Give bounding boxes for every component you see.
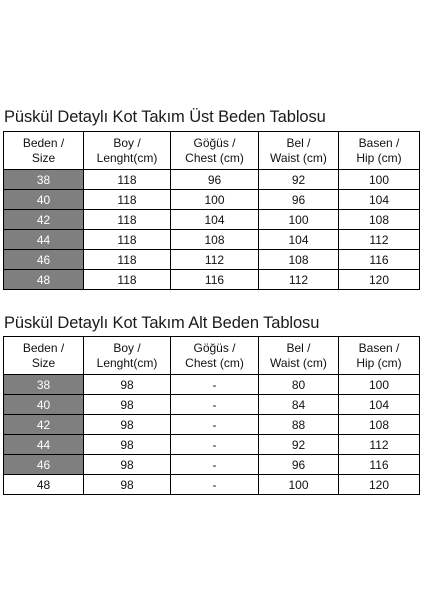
hip-cell: 116 (339, 455, 420, 475)
header-length: Boy / Lenght(cm) (84, 132, 171, 170)
chest-cell: - (171, 395, 259, 415)
hip-cell: 120 (339, 475, 420, 495)
header-waist: Bel / Waist (cm) (259, 337, 339, 375)
waist-cell: 104 (259, 230, 339, 250)
waist-cell: 100 (259, 210, 339, 230)
top-size-table (3, 131, 420, 290)
size-cell: 42 (4, 210, 84, 230)
header-hip: Basen / Hip (cm) (339, 337, 420, 375)
top-size-table-title: Püskül Detaylı Kot Takım Üst Beden Tablosu (4, 108, 326, 126)
table-row (4, 250, 420, 270)
length-cell: 98 (84, 395, 171, 415)
chest-cell: - (171, 435, 259, 455)
waist-cell: 112 (259, 270, 339, 290)
size-cell: 48 (4, 270, 84, 290)
chest-cell: - (171, 375, 259, 395)
size-cell: 40 (4, 395, 84, 415)
hip-cell: 100 (339, 375, 420, 395)
bottom-size-table (3, 336, 420, 495)
table-row (4, 395, 420, 415)
hip-cell: 104 (339, 395, 420, 415)
length-cell: 98 (84, 455, 171, 475)
waist-cell: 84 (259, 395, 339, 415)
chest-cell: 108 (171, 230, 259, 250)
hip-cell: 116 (339, 250, 420, 270)
waist-cell: 88 (259, 415, 339, 435)
length-cell: 98 (84, 415, 171, 435)
size-cell: 46 (4, 455, 84, 475)
table-row (4, 210, 420, 230)
length-cell: 118 (84, 190, 171, 210)
hip-cell: 108 (339, 210, 420, 230)
length-cell: 98 (84, 475, 171, 495)
size-cell: 38 (4, 170, 84, 190)
header-size: Beden / Size (4, 337, 84, 375)
size-cell: 38 (4, 375, 84, 395)
hip-cell: 100 (339, 170, 420, 190)
table-row (4, 455, 420, 475)
hip-cell: 108 (339, 415, 420, 435)
table-row (4, 435, 420, 455)
waist-cell: 92 (259, 435, 339, 455)
length-cell: 118 (84, 170, 171, 190)
header-hip: Basen / Hip (cm) (339, 132, 420, 170)
size-cell: 46 (4, 250, 84, 270)
chest-cell: - (171, 415, 259, 435)
chest-cell: 96 (171, 170, 259, 190)
size-cell: 42 (4, 415, 84, 435)
length-cell: 98 (84, 375, 171, 395)
size-cell: 48 (4, 475, 84, 495)
chest-cell: 116 (171, 270, 259, 290)
header-chest: Göğüs / Chest (cm) (171, 132, 259, 170)
waist-cell: 96 (259, 190, 339, 210)
header-chest: Göğüs / Chest (cm) (171, 337, 259, 375)
waist-cell: 92 (259, 170, 339, 190)
table-row (4, 475, 420, 495)
chest-cell: - (171, 475, 259, 495)
hip-cell: 120 (339, 270, 420, 290)
waist-cell: 96 (259, 455, 339, 475)
table-row (4, 375, 420, 395)
bottom-size-table-title: Püskül Detaylı Kot Takım Alt Beden Tablosu (4, 314, 320, 332)
size-cell: 44 (4, 230, 84, 250)
size-cell: 40 (4, 190, 84, 210)
length-cell: 118 (84, 230, 171, 250)
table-row (4, 190, 420, 210)
hip-cell: 112 (339, 230, 420, 250)
length-cell: 118 (84, 210, 171, 230)
table-row (4, 270, 420, 290)
table-header-row (4, 337, 420, 375)
hip-cell: 112 (339, 435, 420, 455)
length-cell: 118 (84, 250, 171, 270)
table-header-row (4, 132, 420, 170)
chest-cell: 112 (171, 250, 259, 270)
waist-cell: 108 (259, 250, 339, 270)
table-row (4, 415, 420, 435)
chest-cell: - (171, 455, 259, 475)
chest-cell: 100 (171, 190, 259, 210)
size-cell: 44 (4, 435, 84, 455)
length-cell: 118 (84, 270, 171, 290)
table-row (4, 230, 420, 250)
length-cell: 98 (84, 435, 171, 455)
hip-cell: 104 (339, 190, 420, 210)
header-size: Beden / Size (4, 132, 84, 170)
table-row (4, 170, 420, 190)
waist-cell: 80 (259, 375, 339, 395)
header-length: Boy / Lenght(cm) (84, 337, 171, 375)
chest-cell: 104 (171, 210, 259, 230)
waist-cell: 100 (259, 475, 339, 495)
header-waist: Bel / Waist (cm) (259, 132, 339, 170)
